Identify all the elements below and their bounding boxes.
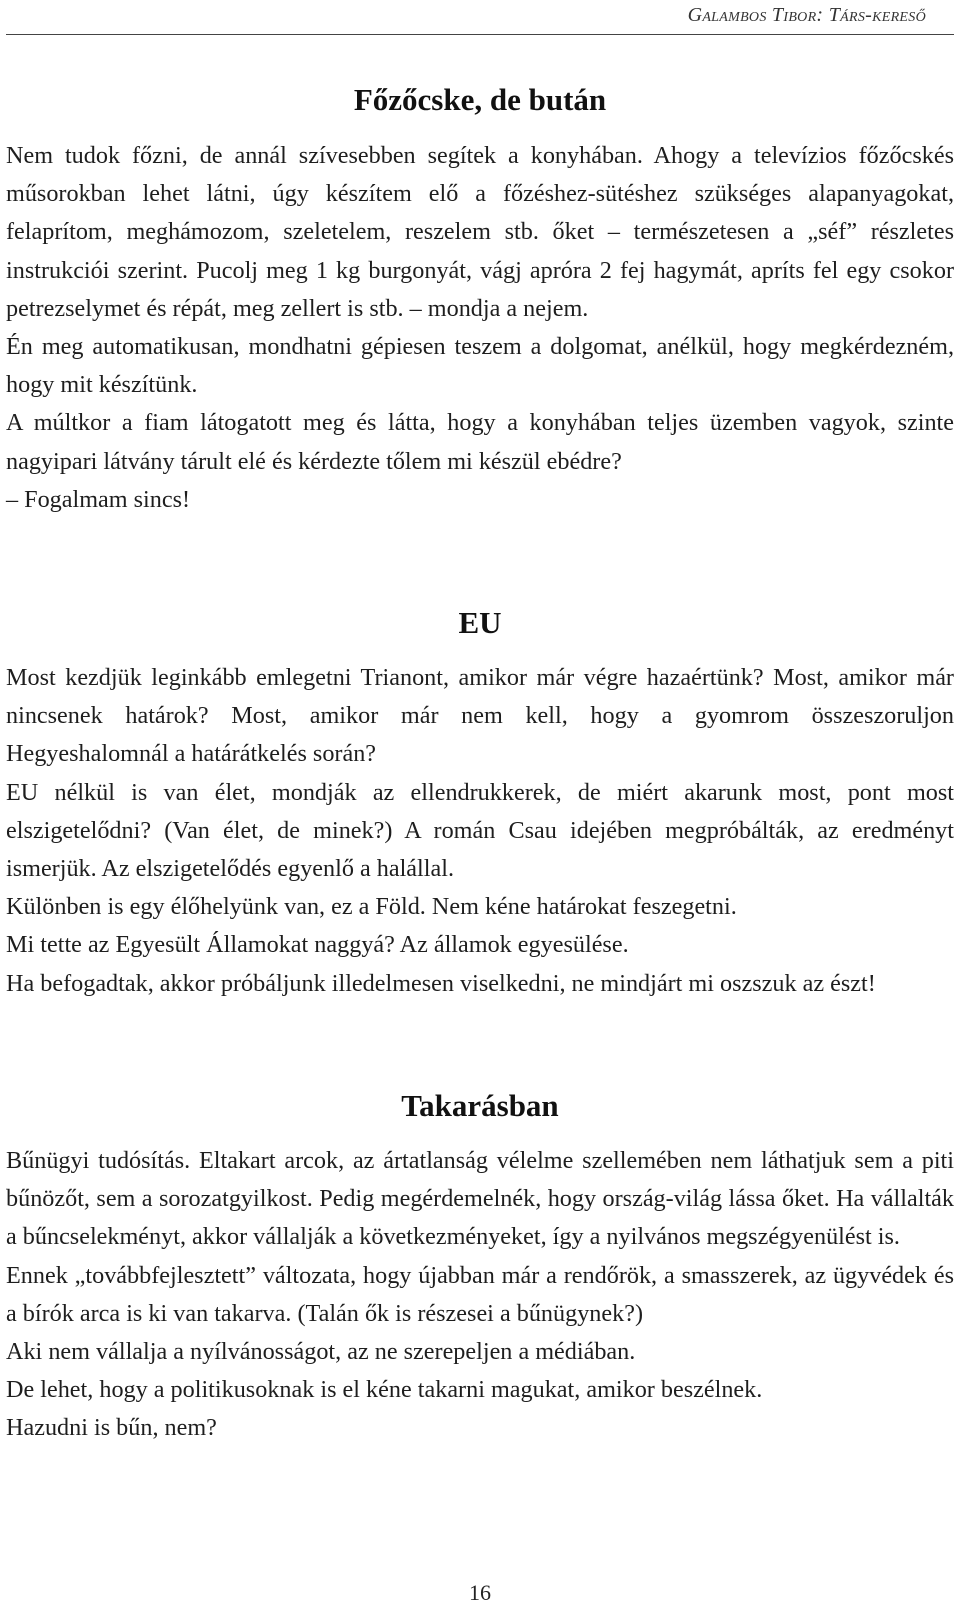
page-number: 16 (469, 1580, 491, 1605)
paragraph: Én meg automatikusan, mondhatni gépiesen teszem a dolgomat, anélkül, hogy megkérdezném, hogy mit készítünk. (6, 333, 954, 399)
paragraph: Nem tudok főzni, de annál szívesebben segítek a konyhában. Ahogy a televízios főzőcskés műsorokban lehet látni, úgy készítem elő a főzéshez-sütéshez szükséges alapanyagokat, felaprítom, meghámozom, szeletelem, reszelem stb. őket – természetesen a „séf” részletes instrukciói szerint. Pucolj meg 1 kg burgonyát, vágj apróra 2 fej hagymát, apríts fel egy csokor petrezselymet és répát, meg zellert is stb. – mondja a nejem. (6, 142, 954, 322)
paragraph: Különben is egy élőhelyünk van, ez a Föld. Nem kéne határokat feszegetni. (6, 893, 737, 921)
paragraph: Ennek „továbbfejlesztett” változata, hogy újabban már a rendőrök, a smasszerek, az ügyvédek és a bírók arca is ki van takarva. (Talán ők is részesei a bűnügynek?) (6, 1261, 954, 1327)
section-title: Takarásban (401, 1088, 559, 1123)
paragraph: Bűnügyi tudósítás. Eltakart arcok, az ártatlanság vélelme szellemében nem láthatjuk sem a piti bűnözőt, sem a sorozatgyilkost. Pedig megérdemelnék, hogy ország-világ lássa őket. Ha vállalták a bűncselekményt, akkor vállalják a következményeket, így a nyilvános megszégyenülést is. (6, 1147, 954, 1251)
running-header: Galambos Tibor: Társ-kereső (687, 4, 926, 26)
paragraph: Ha befogadtak, akkor próbáljunk illedelmesen viselkedni, ne mindjárt mi oszszuk az észt! (6, 969, 876, 997)
paragraph: Aki nem vállalja a nyílvánosságot, az ne szerepeljen a médiában. (6, 1338, 636, 1366)
paragraph: EU nélkül is van élet, mondják az ellendrukkerek, de miért akarunk most, pont most elszigetelődni? (Van élet, de minek?) A román Csau idejében megpróbálták, az eredményt ismerjük. Az elszigetelődés egyenlő a halállal. (6, 778, 954, 883)
section-fozocske (6, 80, 954, 519)
paragraph: Hazudni is bűn, nem? (6, 1414, 217, 1442)
paragraph: Most kezdjük leginkább emlegetni Trianont, amikor már végre hazaértünk? Most, amikor már nincsenek határok? Most, amikor már nem kell, hogy a gyomrom összeszoruljon Hegyeshalomnál a határátkelés során? (6, 664, 954, 768)
section-title: Főzőcske, de bután (353, 82, 607, 117)
section-takarasban (6, 1086, 954, 1448)
section-eu (6, 603, 954, 1003)
paragraph: De lehet, hogy a politikusoknak is el kéne takarni magukat, amikor beszélnek. (6, 1376, 763, 1404)
header-rule (6, 34, 954, 35)
paragraph: – Fogalmam sincs! (6, 485, 191, 513)
paragraph: A múltkor a fiam látogatott meg és látta, hogy a konyhában teljes üzemben vagyok, szinte nagyipari látvány tárult elé és kérdezte tőlem mi készül ebédre? (6, 409, 954, 475)
section-title: EU (458, 605, 502, 640)
paragraph: Mi tette az Egyesült Államokat naggyá? Az államok egyesülése. (6, 931, 629, 959)
